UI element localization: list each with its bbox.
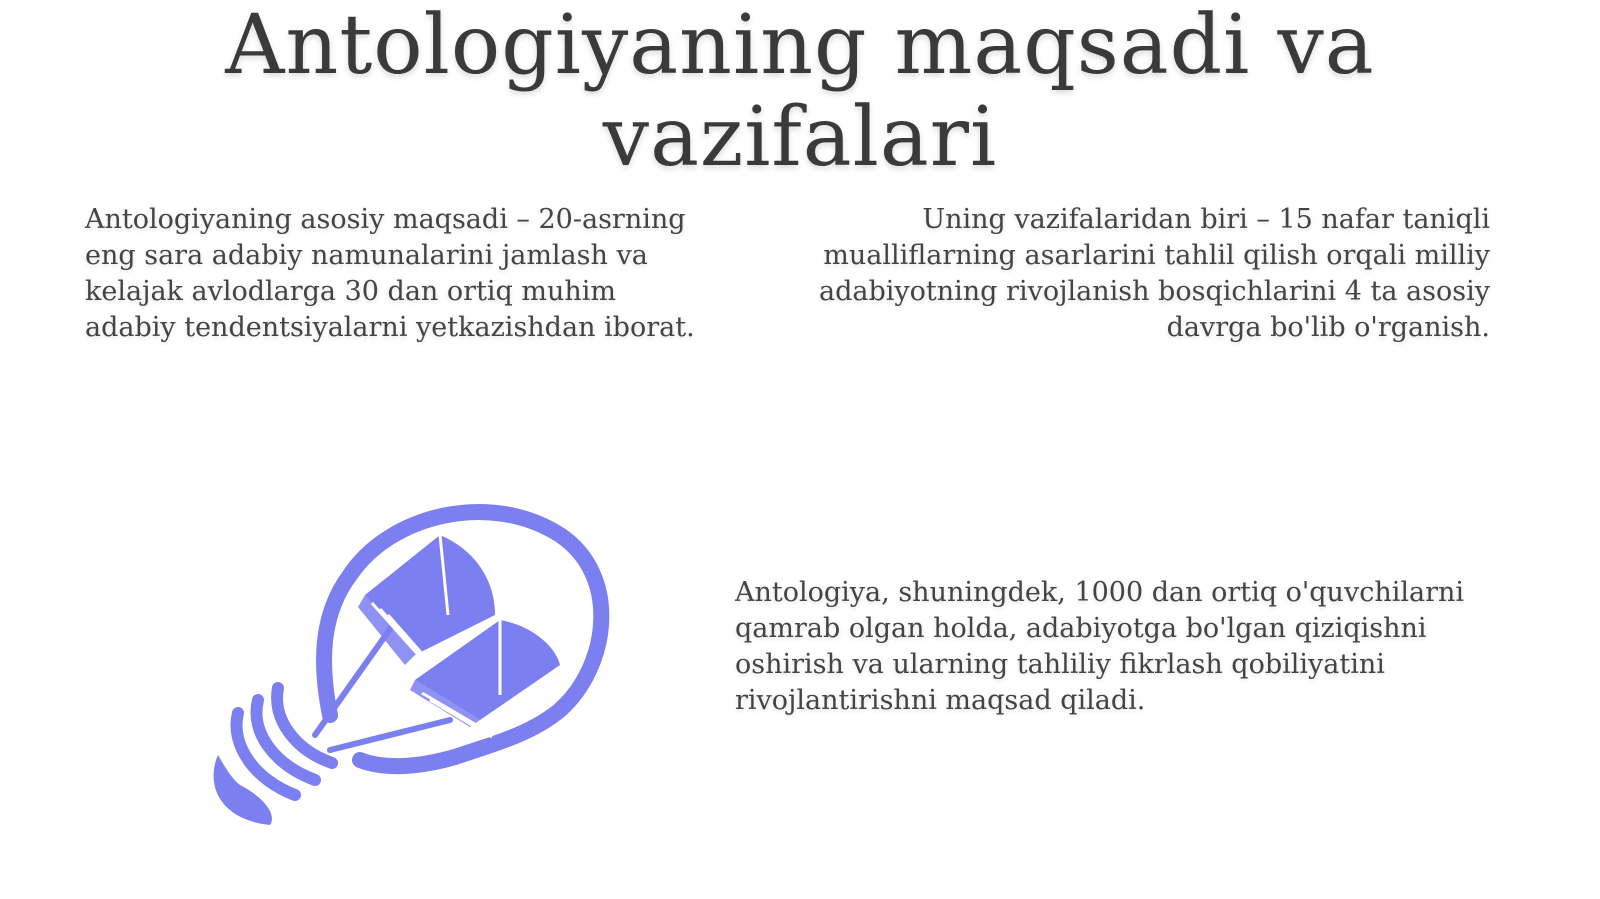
page-title: Antologiyaning maqsadi va vazifalari bbox=[225, 0, 1375, 185]
lightbulb-book-icon bbox=[200, 495, 620, 845]
goal-paragraph: Antologiyaning asosiy maqsadi – 20-asrning eng sara adabiy namunalarini jamlash va kelajak avlodlarga 30 dan ortiq muhim adabiy tendentsiyalarni yetkazishdan iborat. bbox=[85, 204, 695, 343]
tasks-paragraph: Uning vazifalaridan biri – 15 nafar taniqli mualliflarning asarlarini tahlil qilish orqali milliy adabiyotning rivojlanish bosqichlarini 4 ta asosiy davrga bo'lib o'rganish. bbox=[819, 204, 1490, 343]
aim-paragraph: Antologiya, shuningdek, 1000 dan ortiq o'quvchilarni qamrab olgan holda, adabiyotga bo'lgan qiziqishni oshirish va ularning tahliliy fikrlash qobiliyatini rivojlantirishni maqsad qiladi. bbox=[735, 577, 1465, 716]
